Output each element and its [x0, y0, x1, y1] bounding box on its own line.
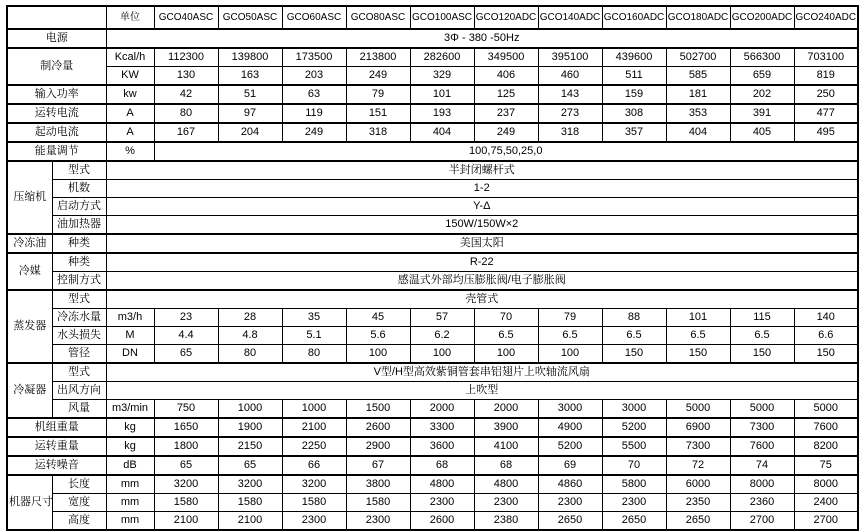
- value-cell: 101: [666, 309, 730, 327]
- row-label-cell: 高度: [52, 512, 106, 531]
- value-cell: 1650: [154, 418, 218, 437]
- value-cell: 2350: [666, 494, 730, 512]
- row-label-cell: 机数: [52, 180, 106, 198]
- table-row: [7, 456, 858, 475]
- value-cell: 5200: [538, 437, 602, 456]
- value-cell: 57: [410, 309, 474, 327]
- value-cell: 2150: [218, 437, 282, 456]
- value-cell: 5500: [602, 437, 666, 456]
- unit-cell: dB: [106, 456, 154, 475]
- model-header-cell: GCO180ADC: [666, 6, 730, 29]
- table-row: [7, 142, 858, 161]
- value-cell: 213800: [346, 48, 410, 67]
- value-cell: 193: [410, 104, 474, 123]
- model-header-cell: GCO40ASC: [154, 6, 218, 29]
- table-row: [7, 345, 858, 364]
- section-label-cell: 压缩机: [7, 161, 52, 234]
- value-cell: 143: [538, 85, 602, 104]
- value-cell: 6.5: [474, 327, 538, 345]
- merged-value-cell: 感温式外部均压膨胀阀/电子膨胀阀: [106, 272, 858, 291]
- section-label-cell: 冷媒: [7, 253, 52, 290]
- row-label-cell: 起动电流: [7, 123, 106, 142]
- table-row: [7, 48, 858, 67]
- value-cell: 750: [154, 400, 218, 419]
- value-cell: 2400: [794, 494, 858, 512]
- value-cell: 2300: [474, 494, 538, 512]
- unit-cell: DN: [106, 345, 154, 364]
- value-cell: 5.1: [282, 327, 346, 345]
- value-cell: 2600: [346, 418, 410, 437]
- value-cell: 68: [410, 456, 474, 475]
- value-cell: 2650: [666, 512, 730, 531]
- row-label-cell: 风量: [52, 400, 106, 419]
- value-cell: 659: [730, 67, 794, 86]
- value-cell: 1900: [218, 418, 282, 437]
- value-cell: 28: [218, 309, 282, 327]
- value-cell: 67: [346, 456, 410, 475]
- model-header-cell: GCO50ASC: [218, 6, 282, 29]
- value-cell: 181: [666, 85, 730, 104]
- value-cell: 1580: [154, 494, 218, 512]
- row-label-cell: 水头损失: [52, 327, 106, 345]
- corner-cell: [7, 6, 106, 29]
- value-cell: 4800: [474, 475, 538, 494]
- value-cell: 42: [154, 85, 218, 104]
- value-cell: 2000: [474, 400, 538, 419]
- value-cell: 68: [474, 456, 538, 475]
- model-header-cell: GCO200ADC: [730, 6, 794, 29]
- value-cell: 2300: [346, 512, 410, 531]
- value-cell: 4100: [474, 437, 538, 456]
- value-cell: 1580: [282, 494, 346, 512]
- model-header-cell: GCO120ADC: [474, 6, 538, 29]
- unit-cell: KW: [106, 67, 154, 86]
- value-cell: 5.6: [346, 327, 410, 345]
- unit-cell: A: [106, 123, 154, 142]
- value-cell: 203: [282, 67, 346, 86]
- value-cell: 395100: [538, 48, 602, 67]
- value-cell: 585: [666, 67, 730, 86]
- value-cell: 2300: [602, 494, 666, 512]
- section-label-cell: 蒸发器: [7, 290, 52, 363]
- value-cell: 139800: [218, 48, 282, 67]
- value-cell: 80: [218, 345, 282, 364]
- value-cell: 349500: [474, 48, 538, 67]
- row-label-cell: 管径: [52, 345, 106, 364]
- table-row: [7, 29, 858, 48]
- value-cell: 3300: [410, 418, 474, 437]
- value-cell: 151: [346, 104, 410, 123]
- value-cell: 167: [154, 123, 218, 142]
- value-cell: 100: [346, 345, 410, 364]
- model-header-cell: GCO160ADC: [602, 6, 666, 29]
- table-row: [7, 494, 858, 512]
- section-label-cell: 机器尺寸: [7, 475, 52, 530]
- row-label-cell: 启动方式: [52, 198, 106, 216]
- row-label-cell: 控制方式: [52, 272, 106, 291]
- value-cell: 6.5: [666, 327, 730, 345]
- value-cell: 115: [730, 309, 794, 327]
- merged-value-cell: 壳管式: [106, 290, 858, 309]
- chiller-spec-table: [6, 5, 859, 531]
- row-label-cell: 能量调节: [7, 142, 106, 161]
- value-cell: 3900: [474, 418, 538, 437]
- value-cell: 7300: [730, 418, 794, 437]
- value-cell: 2100: [218, 512, 282, 531]
- merged-value-cell: 美国太阳: [106, 234, 858, 253]
- value-cell: 4.4: [154, 327, 218, 345]
- row-label-cell: 机组重量: [7, 418, 106, 437]
- value-cell: 329: [410, 67, 474, 86]
- value-cell: 140: [794, 309, 858, 327]
- unit-cell: mm: [106, 494, 154, 512]
- value-cell: 318: [538, 123, 602, 142]
- value-cell: 2300: [410, 494, 474, 512]
- value-cell: 404: [410, 123, 474, 142]
- unit-cell: mm: [106, 512, 154, 531]
- table-row: [7, 382, 858, 400]
- row-label-cell: 制冷量: [7, 48, 106, 85]
- value-cell: 2700: [730, 512, 794, 531]
- value-cell: 45: [346, 309, 410, 327]
- value-cell: 173500: [282, 48, 346, 67]
- value-cell: 495: [794, 123, 858, 142]
- value-cell: 65: [218, 456, 282, 475]
- value-cell: 112300: [154, 48, 218, 67]
- table-row: [7, 234, 858, 253]
- value-cell: 273: [538, 104, 602, 123]
- value-cell: 5200: [602, 418, 666, 437]
- value-cell: 23: [154, 309, 218, 327]
- table-row: [7, 85, 858, 104]
- value-cell: 130: [154, 67, 218, 86]
- row-label-cell: 种类: [52, 234, 106, 253]
- value-cell: 2000: [410, 400, 474, 419]
- value-cell: 2600: [410, 512, 474, 531]
- value-cell: 7300: [666, 437, 730, 456]
- value-cell: 3000: [538, 400, 602, 419]
- section-label-cell: 冷凝器: [7, 363, 52, 418]
- table-row: [7, 198, 858, 216]
- value-cell: 202: [730, 85, 794, 104]
- value-cell: 3200: [154, 475, 218, 494]
- value-cell: 5800: [602, 475, 666, 494]
- value-cell: 5000: [730, 400, 794, 419]
- value-cell: 72: [666, 456, 730, 475]
- model-header-cell: GCO100ASC: [410, 6, 474, 29]
- header-row: [7, 6, 858, 29]
- value-cell: 3200: [218, 475, 282, 494]
- value-cell: 100: [538, 345, 602, 364]
- value-cell: 150: [666, 345, 730, 364]
- value-cell: 819: [794, 67, 858, 86]
- value-cell: 6900: [666, 418, 730, 437]
- merged-value-cell: 上吹型: [106, 382, 858, 400]
- table-row: [7, 216, 858, 235]
- value-cell: 66: [282, 456, 346, 475]
- value-cell: 6.5: [538, 327, 602, 345]
- row-label-cell: 型式: [52, 161, 106, 180]
- value-cell: 405: [730, 123, 794, 142]
- merged-value-cell: R-22: [106, 253, 858, 272]
- value-cell: 249: [474, 123, 538, 142]
- merged-value-cell: 半封闭螺杆式: [106, 161, 858, 180]
- unit-header-cell: 单位: [106, 6, 154, 29]
- row-label-cell: 长度: [52, 475, 106, 494]
- unit-cell: kg: [106, 437, 154, 456]
- value-cell: 2650: [538, 512, 602, 531]
- value-cell: 237: [474, 104, 538, 123]
- value-cell: 119: [282, 104, 346, 123]
- row-label-cell: 型式: [52, 290, 106, 309]
- value-cell: 1500: [346, 400, 410, 419]
- value-cell: 4860: [538, 475, 602, 494]
- table-row: [7, 272, 858, 291]
- table-row: [7, 363, 858, 382]
- value-cell: 2300: [538, 494, 602, 512]
- unit-cell: %: [106, 142, 154, 161]
- model-header-cell: GCO140ADC: [538, 6, 602, 29]
- unit-cell: m3/min: [106, 400, 154, 419]
- value-cell: 1580: [346, 494, 410, 512]
- value-cell: 100: [474, 345, 538, 364]
- merged-value-cell: Y-Δ: [106, 198, 858, 216]
- value-cell: 8200: [794, 437, 858, 456]
- value-cell: 249: [346, 67, 410, 86]
- value-cell: 404: [666, 123, 730, 142]
- value-cell: 1000: [282, 400, 346, 419]
- value-cell: 308: [602, 104, 666, 123]
- value-cell: 7600: [730, 437, 794, 456]
- value-cell: 125: [474, 85, 538, 104]
- unit-cell: kw: [106, 85, 154, 104]
- table-row: [7, 253, 858, 272]
- value-cell: 477: [794, 104, 858, 123]
- merged-value-cell: 3Φ - 380 -50Hz: [106, 29, 858, 48]
- value-cell: 150: [602, 345, 666, 364]
- section-label-cell: 冷冻油: [7, 234, 52, 253]
- model-header-cell: GCO80ASC: [346, 6, 410, 29]
- value-cell: 65: [154, 345, 218, 364]
- value-cell: 79: [538, 309, 602, 327]
- table-row: [7, 475, 858, 494]
- row-label-cell: 油加热器: [52, 216, 106, 235]
- value-cell: 4.8: [218, 327, 282, 345]
- value-cell: 460: [538, 67, 602, 86]
- row-label-cell: 型式: [52, 363, 106, 382]
- value-cell: 80: [154, 104, 218, 123]
- model-header-cell: GCO240ADC: [794, 6, 858, 29]
- value-cell: 406: [474, 67, 538, 86]
- table-row: [7, 512, 858, 531]
- row-label-cell: 运转电流: [7, 104, 106, 123]
- table-row: [7, 161, 858, 180]
- value-cell: 357: [602, 123, 666, 142]
- row-label-cell: 输入功率: [7, 85, 106, 104]
- value-cell: 150: [794, 345, 858, 364]
- value-cell: 250: [794, 85, 858, 104]
- value-cell: 511: [602, 67, 666, 86]
- merged-value-cell: 100,75,50,25,0: [154, 142, 858, 161]
- unit-cell: mm: [106, 475, 154, 494]
- value-cell: 2380: [474, 512, 538, 531]
- value-cell: 75: [794, 456, 858, 475]
- value-cell: 2360: [730, 494, 794, 512]
- table-row: [7, 290, 858, 309]
- merged-value-cell: 1-2: [106, 180, 858, 198]
- value-cell: 8000: [794, 475, 858, 494]
- value-cell: 3200: [282, 475, 346, 494]
- value-cell: 70: [602, 456, 666, 475]
- merged-value-cell: 150W/150W×2: [106, 216, 858, 235]
- value-cell: 79: [346, 85, 410, 104]
- model-header-cell: GCO60ASC: [282, 6, 346, 29]
- value-cell: 88: [602, 309, 666, 327]
- value-cell: 101: [410, 85, 474, 104]
- row-label-cell: 运转重量: [7, 437, 106, 456]
- value-cell: 2300: [282, 512, 346, 531]
- value-cell: 97: [218, 104, 282, 123]
- table-row: [7, 437, 858, 456]
- value-cell: 35: [282, 309, 346, 327]
- row-label-cell: 种类: [52, 253, 106, 272]
- value-cell: 6.2: [410, 327, 474, 345]
- value-cell: 1000: [218, 400, 282, 419]
- value-cell: 2900: [346, 437, 410, 456]
- value-cell: 69: [538, 456, 602, 475]
- unit-cell: A: [106, 104, 154, 123]
- value-cell: 3600: [410, 437, 474, 456]
- table-row: [7, 327, 858, 345]
- value-cell: 4900: [538, 418, 602, 437]
- table-row: [7, 104, 858, 123]
- row-label-cell: 运转噪音: [7, 456, 106, 475]
- value-cell: 7600: [794, 418, 858, 437]
- value-cell: 5000: [666, 400, 730, 419]
- value-cell: 70: [474, 309, 538, 327]
- value-cell: 2100: [154, 512, 218, 531]
- value-cell: 74: [730, 456, 794, 475]
- unit-cell: m3/h: [106, 309, 154, 327]
- spec-table-body: [7, 6, 858, 530]
- value-cell: 6.5: [602, 327, 666, 345]
- table-row: [7, 418, 858, 437]
- value-cell: 80: [282, 345, 346, 364]
- value-cell: 4800: [410, 475, 474, 494]
- value-cell: 353: [666, 104, 730, 123]
- value-cell: 63: [282, 85, 346, 104]
- value-cell: 6.5: [730, 327, 794, 345]
- unit-cell: M: [106, 327, 154, 345]
- value-cell: 6.6: [794, 327, 858, 345]
- value-cell: 5000: [794, 400, 858, 419]
- unit-cell: Kcal/h: [106, 48, 154, 67]
- value-cell: 163: [218, 67, 282, 86]
- value-cell: 3800: [346, 475, 410, 494]
- value-cell: 159: [602, 85, 666, 104]
- value-cell: 6000: [666, 475, 730, 494]
- table-row: [7, 180, 858, 198]
- unit-cell: kg: [106, 418, 154, 437]
- value-cell: 2700: [794, 512, 858, 531]
- value-cell: 439600: [602, 48, 666, 67]
- value-cell: 249: [282, 123, 346, 142]
- value-cell: 318: [346, 123, 410, 142]
- value-cell: 391: [730, 104, 794, 123]
- value-cell: 100: [410, 345, 474, 364]
- row-label-cell: 出风方向: [52, 382, 106, 400]
- table-row: [7, 123, 858, 142]
- row-label-cell: 电源: [7, 29, 106, 48]
- value-cell: 51: [218, 85, 282, 104]
- merged-value-cell: V型/H型高效紫铜管套串铝翅片上吹轴流风扇: [106, 363, 858, 382]
- value-cell: 502700: [666, 48, 730, 67]
- value-cell: 2250: [282, 437, 346, 456]
- value-cell: 1800: [154, 437, 218, 456]
- table-row: [7, 67, 858, 86]
- table-row: [7, 400, 858, 419]
- value-cell: 2100: [282, 418, 346, 437]
- value-cell: 703100: [794, 48, 858, 67]
- value-cell: 8000: [730, 475, 794, 494]
- table-row: [7, 309, 858, 327]
- value-cell: 65: [154, 456, 218, 475]
- value-cell: 566300: [730, 48, 794, 67]
- value-cell: 2650: [602, 512, 666, 531]
- value-cell: 3000: [602, 400, 666, 419]
- value-cell: 150: [730, 345, 794, 364]
- value-cell: 282600: [410, 48, 474, 67]
- value-cell: 1580: [218, 494, 282, 512]
- row-label-cell: 冷冻水量: [52, 309, 106, 327]
- row-label-cell: 宽度: [52, 494, 106, 512]
- value-cell: 204: [218, 123, 282, 142]
